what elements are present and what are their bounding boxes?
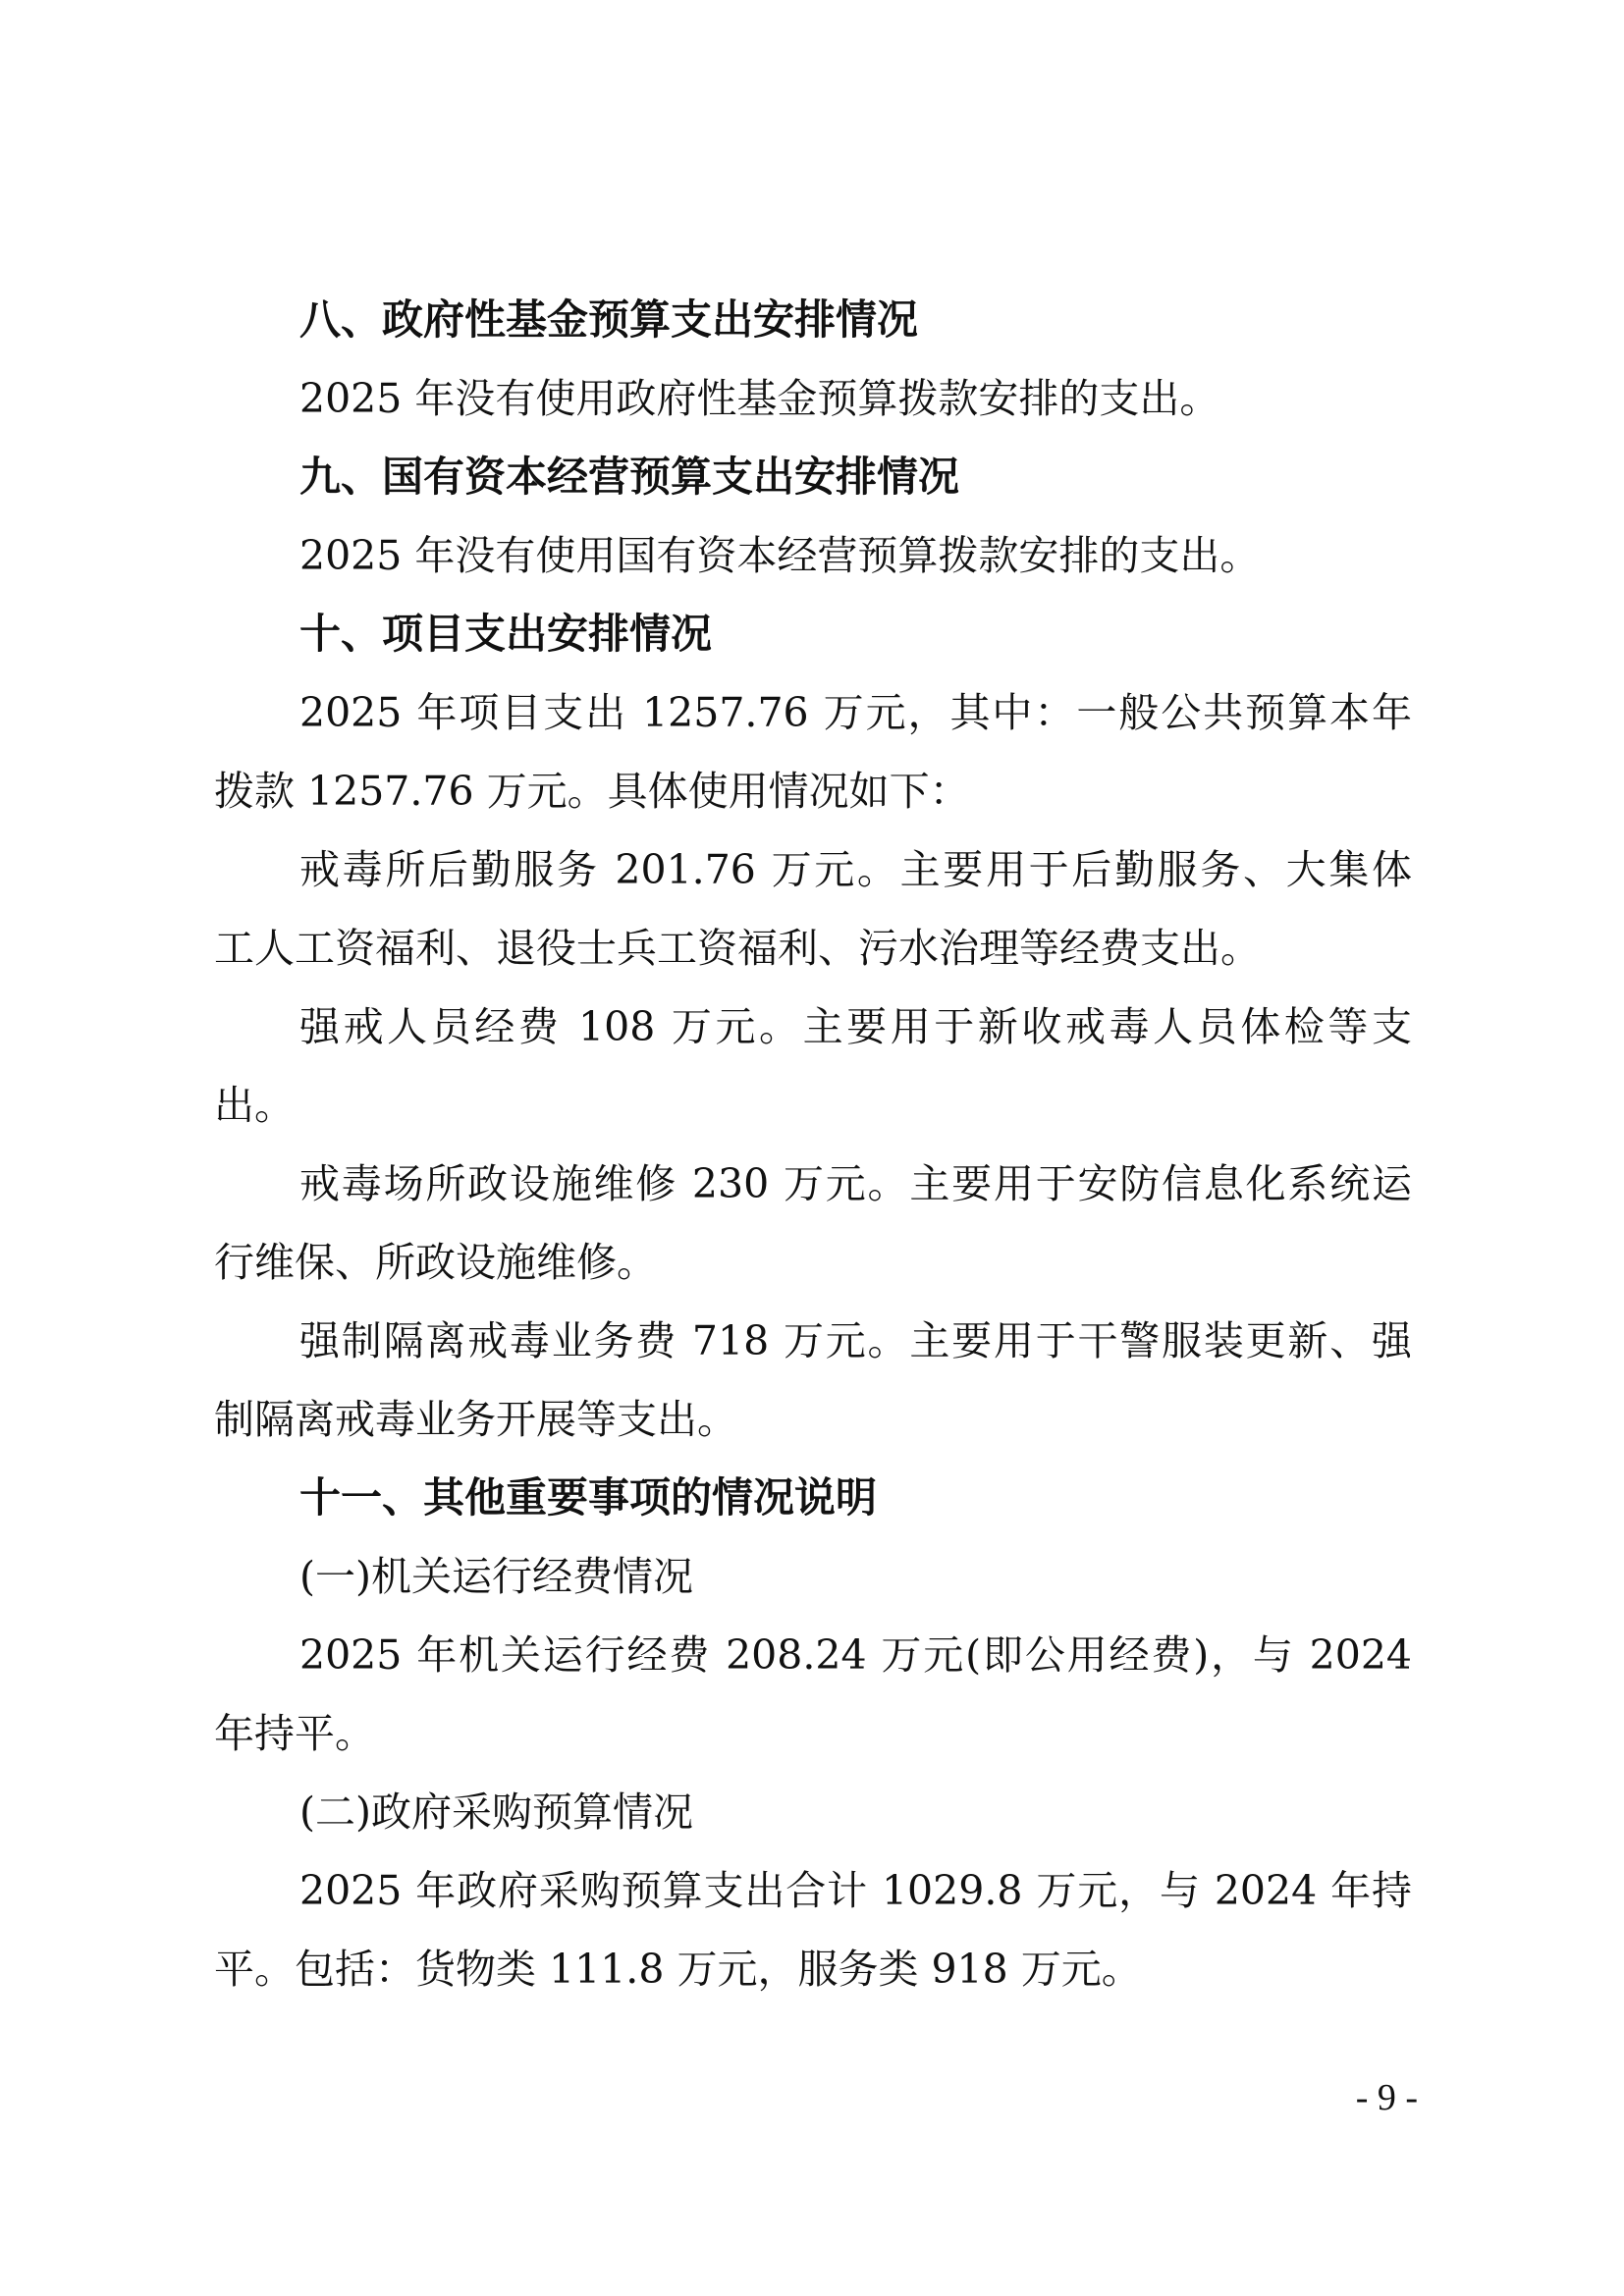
subsection-heading-1: (一)机关运行经费情况 <box>299 1553 693 1600</box>
paragraph-continuation: 平。包括：货物类 111.8 万元，服务类 918 万元。 <box>214 1946 1142 1993</box>
paragraph-line: 2025 年项目支出 1257.76 万元，其中：一般公共预算本年 <box>299 689 1412 736</box>
paragraph-continuation: 出。 <box>214 1082 295 1129</box>
paragraph-line: 戒毒所后勤服务 201.76 万元。主要用于后勤服务、大集体 <box>299 846 1412 893</box>
paragraph-continuation: 拨款 1257.76 万元。具体使用情况如下： <box>214 768 970 815</box>
section-heading-8: 八、政府性基金预算支出安排情况 <box>299 295 919 344</box>
section-heading-10: 十、项目支出安排情况 <box>299 610 713 658</box>
section-heading-9: 九、国有资本经营预算支出安排情况 <box>299 453 960 501</box>
paragraph-continuation: 制隔离戒毒业务开展等支出。 <box>214 1396 737 1443</box>
paragraph-continuation: 工人工资福利、退役士兵工资福利、污水治理等经费支出。 <box>214 925 1261 972</box>
paragraph-line: 2025 年政府采购预算支出合计 1029.8 万元，与 2024 年持 <box>299 1867 1412 1914</box>
page-number: - 9 - <box>1355 2077 1418 2118</box>
section-heading-11: 十一、其他重要事项的情况说明 <box>299 1473 878 1522</box>
paragraph-line: 2025 年机关运行经费 208.24 万元(即公用经费)，与 2024 <box>299 1631 1412 1679</box>
paragraph-line: 2025 年没有使用政府性基金预算拨款安排的支出。 <box>299 375 1220 422</box>
paragraph-continuation: 行维保、所政设施维修。 <box>214 1239 657 1286</box>
paragraph-line: 强制隔离戒毒业务费 718 万元。主要用于干警服装更新、强 <box>299 1317 1412 1364</box>
paragraph-line: 戒毒场所政设施维修 230 万元。主要用于安防信息化系统运 <box>299 1160 1412 1207</box>
paragraph-line: 强戒人员经费 108 万元。主要用于新收戒毒人员体检等支 <box>299 1003 1412 1050</box>
subsection-heading-2: (二)政府采购预算情况 <box>299 1789 693 1836</box>
paragraph-continuation: 年持平。 <box>214 1710 375 1757</box>
paragraph-line: 2025 年没有使用国有资本经营预算拨款安排的支出。 <box>299 532 1261 579</box>
document-body <box>214 281 1412 2008</box>
